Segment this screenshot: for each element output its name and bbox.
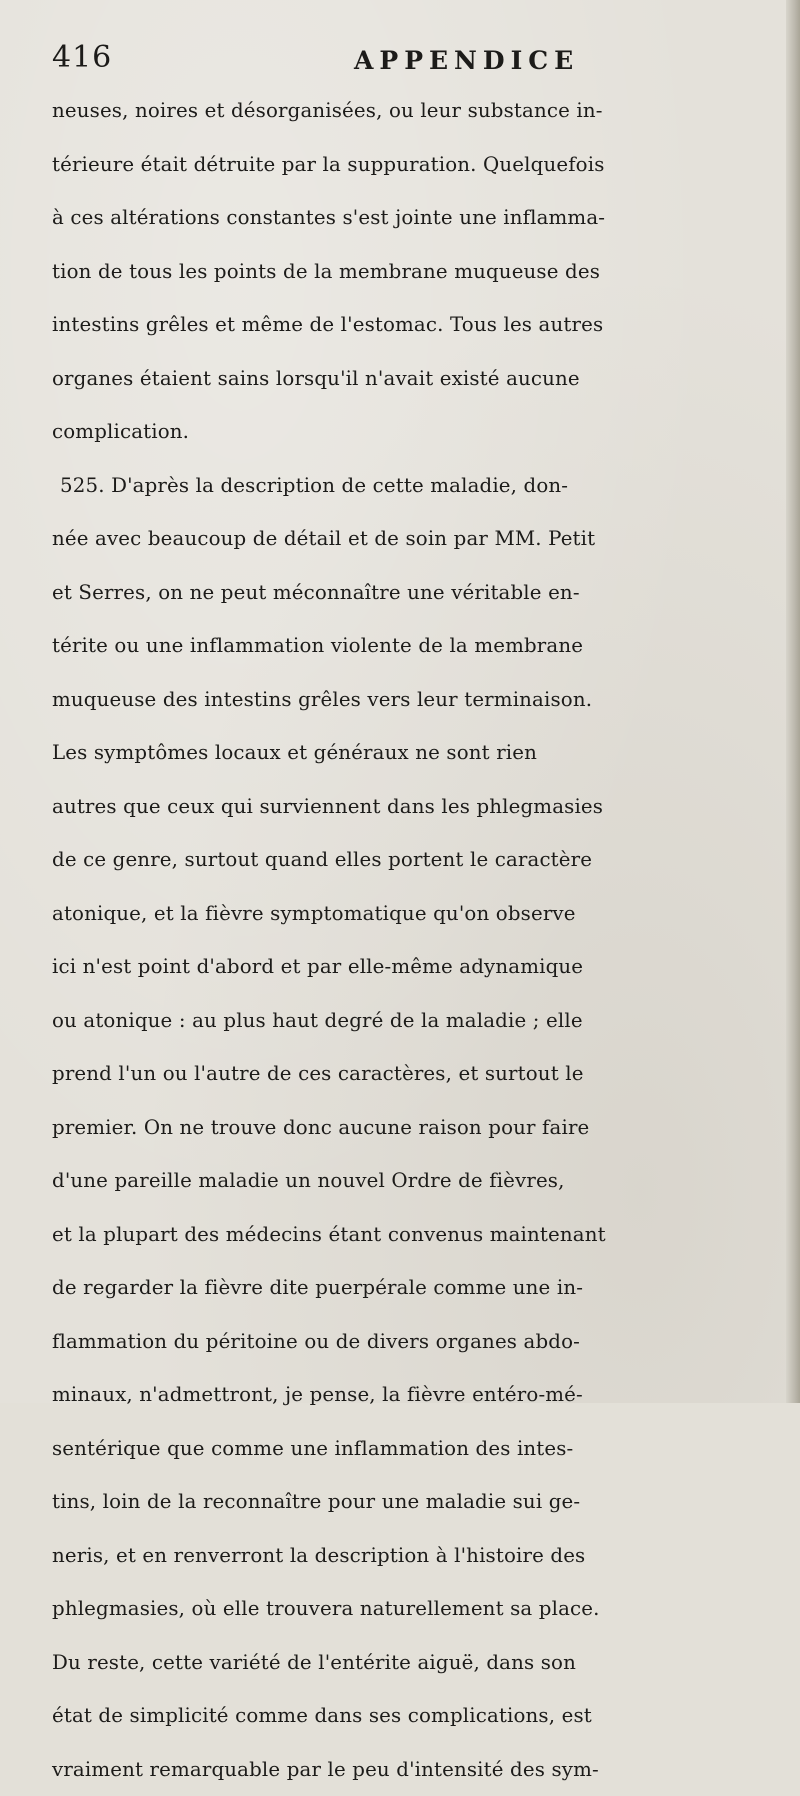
text-line: neuses, noires et désorganisées, ou leur substance in-	[52, 84, 762, 138]
text-line: muqueuse des intestins grêles vers leur terminaison.	[52, 673, 762, 727]
page-number: 416	[52, 40, 112, 75]
text-line: complication.	[52, 405, 762, 459]
running-head	[52, 40, 682, 76]
text-line: et Serres, on ne peut méconnaître une véritable en-	[52, 566, 762, 620]
running-head-title: APPENDICE	[354, 46, 579, 75]
text-line: organes étaient sains lorsqu'il n'avait existé aucune	[52, 352, 762, 406]
text-line: neris, et en renverront la description à l'histoire des	[52, 1529, 762, 1583]
text-line: Du reste, cette variété de l'entérite aiguë, dans son	[52, 1636, 762, 1690]
text-line: minaux, n'admettront, je pense, la fièvre entéro-mé-	[52, 1368, 762, 1422]
text-line: tins, loin de la reconnaître pour une maladie sui ge-	[52, 1475, 762, 1529]
text-line: térite ou une inflammation violente de la membrane	[52, 619, 762, 673]
text-line: Les symptômes locaux et généraux ne sont rien	[52, 726, 762, 780]
text-line: vraiment remarquable par le peu d'intensité des sym-	[52, 1743, 762, 1796]
text-line: ou atonique : au plus haut degré de la maladie ; elle	[52, 994, 762, 1048]
text-line: et la plupart des médecins étant convenus maintenant	[52, 1208, 762, 1262]
text-line: flammation du péritoine ou de divers organes abdo-	[52, 1315, 762, 1369]
text-line: d'une pareille maladie un nouvel Ordre de fièvres,	[52, 1154, 762, 1208]
text-line: autres que ceux qui surviennent dans les phlegmasies	[52, 780, 762, 834]
text-line: tion de tous les points de la membrane muqueuse des	[52, 245, 762, 299]
text-line: phlegmasies, où elle trouvera naturellement sa place.	[52, 1582, 762, 1636]
body-text	[52, 84, 762, 1796]
text-line: état de simplicité comme dans ses complications, est	[52, 1689, 762, 1743]
page-edge	[786, 0, 800, 1403]
text-line: térieure était détruite par la suppuration. Quelquefois	[52, 138, 762, 192]
text-line: ici n'est point d'abord et par elle-même adynamique	[52, 940, 762, 994]
text-line: atonique, et la fièvre symptomatique qu'on observe	[52, 887, 762, 941]
paragraph-start-525: 525. D'après la description de cette maladie, don-	[52, 459, 762, 513]
text-line: de regarder la fièvre dite puerpérale comme une in-	[52, 1261, 762, 1315]
text-line: prend l'un ou l'autre de ces caractères, et surtout le	[52, 1047, 762, 1101]
text-line: intestins grêles et même de l'estomac. Tous les autres	[52, 298, 762, 352]
text-line: sentérique que comme une inflammation des intes-	[52, 1422, 762, 1476]
text-line: de ce genre, surtout quand elles portent le caractère	[52, 833, 762, 887]
text-line: née avec beaucoup de détail et de soin par MM. Petit	[52, 512, 762, 566]
text-line: à ces altérations constantes s'est jointe une inflamma-	[52, 191, 762, 245]
text-line: premier. On ne trouve donc aucune raison pour faire	[52, 1101, 762, 1155]
